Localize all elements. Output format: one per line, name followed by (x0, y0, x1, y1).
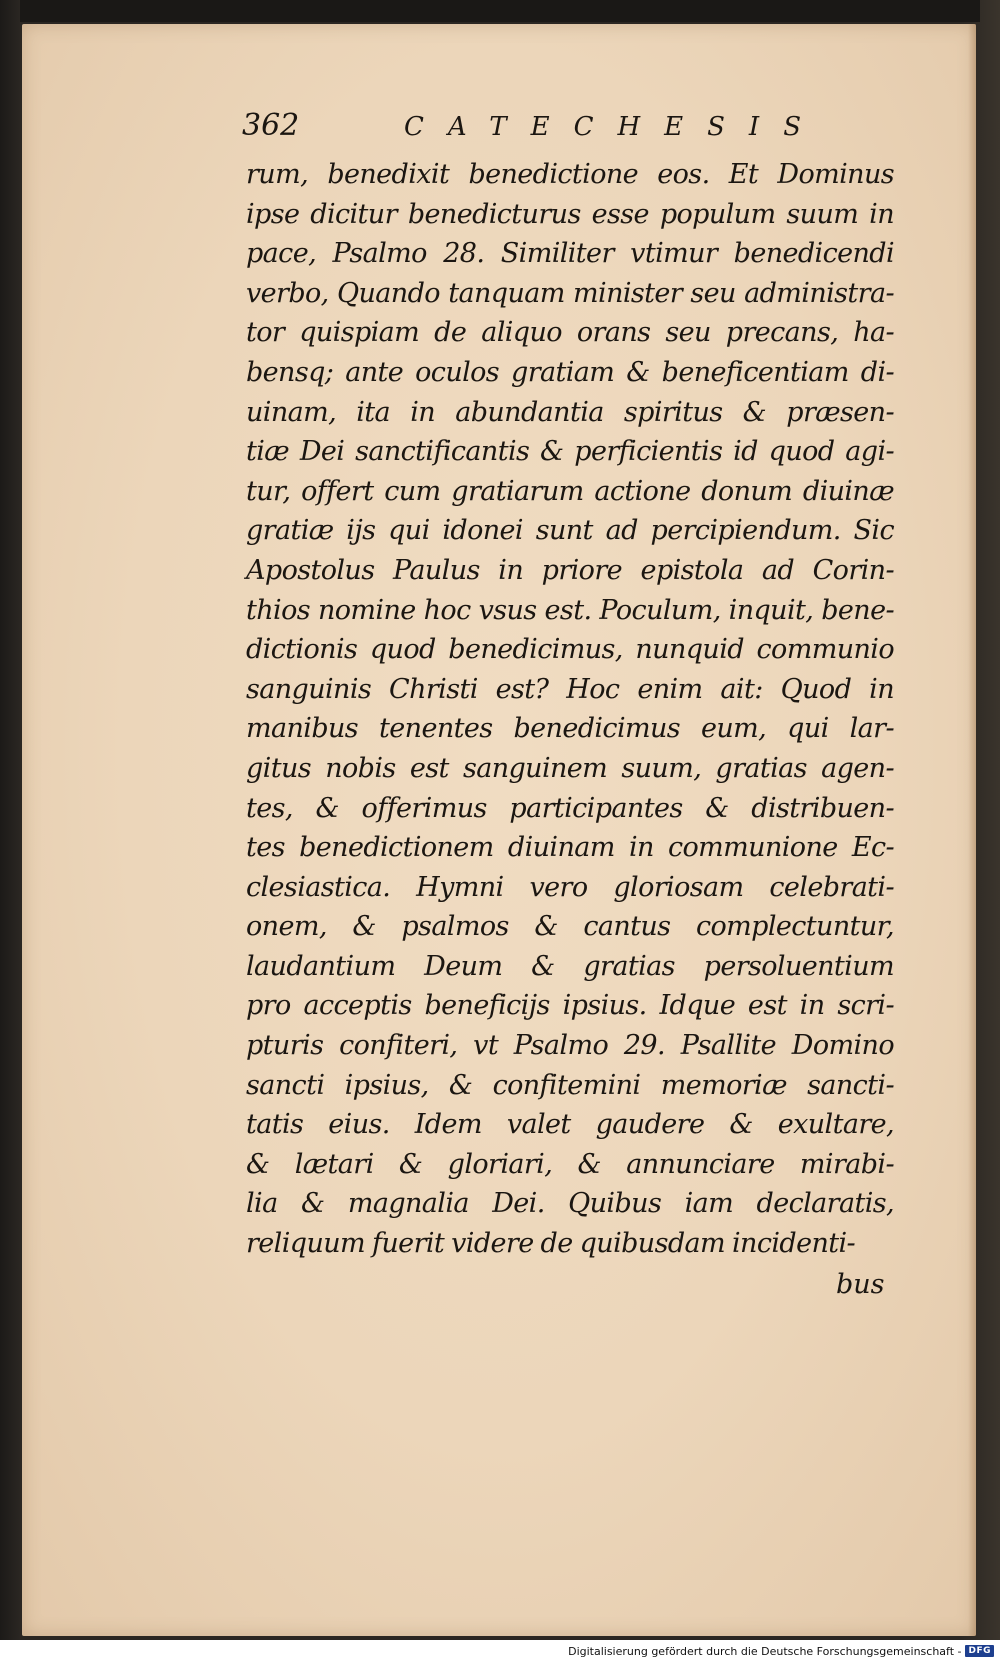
text-line: sanguinis Christi est? Hoc enim ait: Quod in (246, 673, 894, 705)
text-line: tes, & offerimus participantes & distribuen- (246, 792, 894, 824)
text-line: tiæ Dei sanctificantis & perficientis id quod agi- (246, 436, 894, 468)
text-line: sancti ipsius, & confitemini memoriæ sancti- (246, 1069, 894, 1101)
digitization-credit (568, 1642, 994, 1660)
text-line: reliquum fuerit videre de quibusdam incidenti- (246, 1228, 856, 1260)
body-text (246, 155, 894, 1264)
dfg-logo[interactable]: DFG (965, 1645, 994, 1657)
text-line: Apostolus Paulus in priore epistola ad Corin- (246, 554, 894, 586)
text-line: pace, Psalmo 28. Similiter vtimur benedicendi (246, 238, 894, 270)
text-line: tor quispiam de aliquo orans seu precans, ha- (246, 317, 894, 349)
text-line: gitus nobis est sanguinem suum, gratias agen- (246, 752, 894, 784)
text-line: & lætari & gloriari, & annunciare mirabi- (246, 1148, 894, 1180)
text-line: ipse dicitur benedicturus esse populum suum in (246, 198, 894, 230)
text-line: tur, offert cum gratiarum actione donum diuinæ (246, 475, 894, 507)
text-line: onem, & psalmos & cantus complectuntur, (246, 911, 894, 943)
text-line: pturis confiteri, vt Psalmo 29. Psallite Domino (246, 1030, 894, 1062)
text-line: laudantium Deum & gratias persoluentium (246, 950, 894, 982)
text-line: lia & magnalia Dei. Quibus iam declaratis, (246, 1188, 894, 1220)
page-number: 362 (242, 108, 300, 143)
text-line: bensq; ante oculos gratiam & beneficentiam di- (246, 356, 894, 388)
text-line: pro acceptis beneficijs ipsius. Idque est in scri- (246, 990, 894, 1022)
text-line: rum, benedixit benedictione eos. Et Dominus (246, 159, 894, 190)
page-fold-shadow (968, 24, 976, 1636)
book-top-edge (20, 0, 980, 22)
text-line: thios nomine hoc vsus est. Poculum, inquit, bene- (246, 594, 894, 626)
text-line: clesiastica. Hymni vero gloriosam celebrati- (246, 871, 894, 903)
text-line: uinam, ita in abundantia spiritus & præsen- (246, 396, 894, 428)
text-line: dictionis quod benedicimus, nunquid communio (246, 634, 894, 666)
text-line: manibus tenentes benedicimus eum, qui lar- (246, 713, 894, 745)
text-line: tatis eius. Idem valet gaudere & exultare, (246, 1109, 894, 1141)
text-line: tes benedictionem diuinam in communione Ec- (246, 832, 894, 864)
text-line: verbo, Quando tanquam minister seu administra- (246, 277, 894, 309)
credit-text: Digitalisierung gefördert durch die Deutsche Forschungsgemeinschaft - (568, 1644, 962, 1658)
catchword: bus (836, 1269, 885, 1300)
running-title: CATECHESIS (404, 112, 826, 142)
text-line: gratiæ ijs qui idonei sunt ad percipiendum. Sic (246, 515, 894, 547)
page-header (242, 108, 842, 152)
